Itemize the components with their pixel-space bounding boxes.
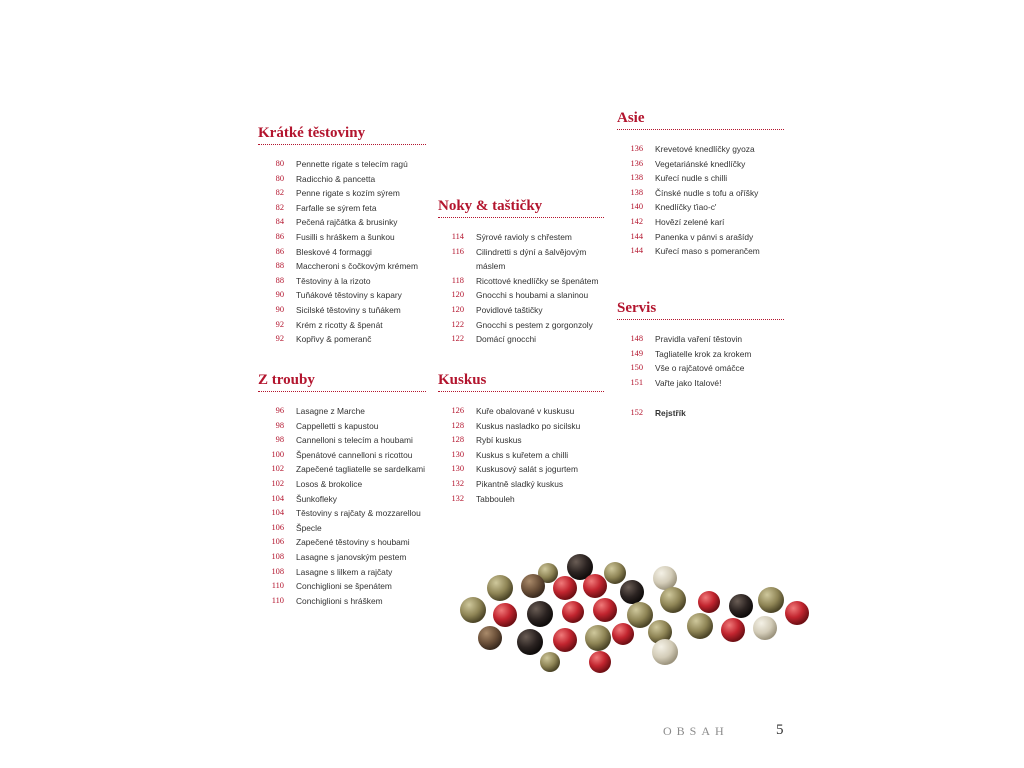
page-number: 90 xyxy=(275,304,284,314)
page-number: 144 xyxy=(630,231,643,241)
page-number: 122 xyxy=(451,334,464,344)
entry-list xyxy=(438,404,604,506)
page-number: 136 xyxy=(630,144,643,153)
toc-entry[interactable] xyxy=(258,157,426,172)
toc-entry[interactable] xyxy=(617,347,784,362)
page-number: 140 xyxy=(630,202,643,212)
entry-title: Cilindretti s dýní a šalvějovým máslem xyxy=(476,246,587,272)
page-number: 150 xyxy=(630,363,643,373)
toc-entry[interactable] xyxy=(258,215,426,230)
toc-entry[interactable] xyxy=(258,579,426,594)
page-number: 102 xyxy=(271,464,284,474)
entry-title: Šunkofleky xyxy=(296,493,337,504)
entry-list xyxy=(617,142,784,259)
page-number: 92 xyxy=(275,319,284,329)
entry-title: Hovězí zelené karí xyxy=(655,216,725,227)
page-number: 116 xyxy=(451,246,464,256)
page-number: 84 xyxy=(275,217,284,227)
entry-title: Lasagne z Marche xyxy=(296,406,365,416)
toc-entry[interactable] xyxy=(258,288,426,303)
section-z-trouby xyxy=(258,372,426,608)
page-number: 120 xyxy=(451,304,464,314)
toc-entry[interactable] xyxy=(258,448,426,463)
entry-list xyxy=(438,230,604,347)
page-number: 130 xyxy=(451,464,464,474)
footer-section-label: OBSAH xyxy=(663,724,729,738)
entry-title: Rejstřík xyxy=(655,408,686,418)
entry-title: Radicchio & pancetta xyxy=(296,173,376,184)
page-number: 106 xyxy=(271,522,284,532)
entry-title: Kuskus nasladko po sicilsku xyxy=(476,420,581,431)
toc-entry[interactable] xyxy=(438,332,604,347)
entry-title: Gnocchi s houbami a slaninou xyxy=(476,290,589,301)
toc-entry[interactable] xyxy=(617,332,784,347)
page-number: 104 xyxy=(271,493,284,503)
page-number: 108 xyxy=(271,551,284,561)
toc-entry[interactable] xyxy=(617,171,784,186)
entry-title: Losos & brokolice xyxy=(296,478,363,489)
toc-entry[interactable] xyxy=(258,332,426,347)
page-number: 120 xyxy=(451,290,464,300)
toc-entry[interactable] xyxy=(258,492,426,507)
toc-entry[interactable] xyxy=(438,462,604,477)
entry-title: Pennette rigate s telecím ragú xyxy=(296,159,408,169)
toc-entry[interactable] xyxy=(617,215,784,230)
entry-title: Krém z ricotty & špenát xyxy=(296,319,383,330)
entry-title: Kopřivy & pomeranč xyxy=(296,334,372,345)
entry-title: Kuskusový salát s jogurtem xyxy=(476,464,578,475)
toc-entry[interactable] xyxy=(258,477,426,492)
toc-entry[interactable] xyxy=(438,274,604,289)
entry-title: Kuskus s kuřetem a chilli xyxy=(476,449,569,460)
page-number: 126 xyxy=(451,406,464,415)
toc-entry[interactable] xyxy=(258,535,426,550)
entry-title: Ricottové knedlíčky se špenátem xyxy=(476,275,599,286)
section-asie xyxy=(617,110,784,259)
page-number: 149 xyxy=(630,348,643,358)
toc-entry[interactable] xyxy=(617,361,784,376)
entry-title: Farfalle se sýrem feta xyxy=(296,202,377,213)
index-entry xyxy=(617,406,784,421)
entry-title: Povidlové taštičky xyxy=(476,304,543,315)
toc-entry[interactable] xyxy=(258,318,426,333)
page-number: 138 xyxy=(630,187,643,197)
toc-entry[interactable] xyxy=(258,172,426,187)
toc-entry[interactable] xyxy=(438,433,604,448)
toc-entry[interactable] xyxy=(438,419,604,434)
toc-entry[interactable] xyxy=(617,230,784,245)
section-heading: Asie xyxy=(617,110,784,130)
section-heading: Krátké těstoviny xyxy=(258,125,426,145)
toc-entry[interactable] xyxy=(617,376,784,391)
entry-title: Těstoviny s rajčaty & mozzarellou xyxy=(296,508,421,519)
page-number: 148 xyxy=(630,334,643,343)
toc-entry[interactable] xyxy=(438,318,604,333)
page-number: 118 xyxy=(451,275,464,285)
entry-title: Pravidla vaření těstovin xyxy=(655,334,743,344)
entry-title: Pečená rajčátka & brusinky xyxy=(296,217,398,228)
section-heading: Servis xyxy=(617,300,784,320)
page-number: 104 xyxy=(271,508,284,518)
entry-title: Panenka v pánvi s arašídy xyxy=(655,231,754,242)
entry-title: Sýrové ravioly s chřestem xyxy=(476,232,572,242)
toc-entry[interactable] xyxy=(617,142,784,157)
toc-entry[interactable] xyxy=(617,406,784,421)
page-number: 100 xyxy=(271,449,284,459)
toc-entry[interactable] xyxy=(258,186,426,201)
entry-title: Těstoviny à la rizoto xyxy=(296,275,371,286)
page-number: 132 xyxy=(451,493,464,503)
entry-title: Tagliatelle krok za krokem xyxy=(655,348,752,359)
section-kratke-testoviny xyxy=(258,125,426,347)
entry-title: Čínské nudle s tofu a oříšky xyxy=(655,187,759,198)
page-number: 152 xyxy=(630,408,643,417)
entry-title: Kuřecí maso s pomerančem xyxy=(655,246,760,257)
page-number: 110 xyxy=(271,595,284,605)
entry-title: Cappelletti s kapustou xyxy=(296,420,379,431)
entry-title: Vařte jako Italové! xyxy=(655,377,722,388)
section-heading: Z trouby xyxy=(258,372,426,392)
page-number: 86 xyxy=(275,231,284,241)
page-number: 98 xyxy=(275,435,284,445)
entry-title: Vše o rajčatové omáčce xyxy=(655,363,745,374)
entry-title: Krevetové knedlíčky gyoza xyxy=(655,144,755,154)
page-number: 106 xyxy=(271,537,284,547)
toc-entry[interactable] xyxy=(438,303,604,318)
section-heading: Noky & taštičky xyxy=(438,198,604,218)
toc-entry[interactable] xyxy=(258,201,426,216)
toc-entry[interactable] xyxy=(258,274,426,289)
page-number: 114 xyxy=(451,232,464,241)
footer-page-number: 5 xyxy=(776,722,784,738)
entry-title: Fusilli s hráškem a šunkou xyxy=(296,231,395,242)
entry-title: Conchiglioni s hráškem xyxy=(296,595,383,606)
entry-title: Gnocchi s pestem z gorgonzoly xyxy=(476,319,593,330)
page-number: 102 xyxy=(271,478,284,488)
toc-entry[interactable] xyxy=(258,303,426,318)
entry-title: Zapečené těstoviny s houbami xyxy=(296,537,410,548)
toc-entry[interactable] xyxy=(258,419,426,434)
page-number: 138 xyxy=(630,173,643,183)
entry-title: Kuře obalované v kuskusu xyxy=(476,406,575,416)
toc-entry[interactable] xyxy=(438,492,604,507)
toc-entry[interactable] xyxy=(438,288,604,303)
page-number: 136 xyxy=(630,158,643,168)
page-number: 90 xyxy=(275,290,284,300)
toc-entry[interactable] xyxy=(438,404,604,419)
page-number: 98 xyxy=(275,420,284,430)
page-number: 132 xyxy=(451,478,464,488)
page-number: 88 xyxy=(275,261,284,271)
toc-entry[interactable] xyxy=(438,245,604,274)
toc-entry[interactable] xyxy=(617,186,784,201)
entry-title: Zapečené tagliatelle se sardelkami xyxy=(296,464,425,475)
entry-title: Pikantně sladký kuskus xyxy=(476,478,564,489)
entry-title: Rybí kuskus xyxy=(476,435,522,446)
entry-title: Bleskové 4 formaggi xyxy=(296,246,372,257)
entry-title: Kuřecí nudle s chilli xyxy=(655,173,728,184)
page-number: 130 xyxy=(451,449,464,459)
toc-entry[interactable] xyxy=(258,594,426,609)
entry-title: Špenátové cannelloni s ricottou xyxy=(296,449,413,460)
entry-title: Knedlíčky ťiao-c' xyxy=(655,202,717,213)
toc-entry[interactable] xyxy=(438,448,604,463)
entry-title: Tabbouleh xyxy=(476,493,515,504)
toc-entry[interactable] xyxy=(258,259,426,274)
entry-title: Cannelloni s telecím a houbami xyxy=(296,435,413,446)
toc-entry[interactable] xyxy=(258,230,426,245)
page-number: 92 xyxy=(275,334,284,344)
entry-title: Conchiglioni se špenátem xyxy=(296,581,392,592)
entry-title: Penne rigate s kozím sýrem xyxy=(296,188,400,199)
toc-entry[interactable] xyxy=(258,565,426,580)
page-number: 151 xyxy=(630,377,643,387)
toc-entry[interactable] xyxy=(617,157,784,172)
section-servis xyxy=(617,300,784,390)
page-number: 110 xyxy=(271,581,284,591)
entry-title: Tuňákové těstoviny s kapary xyxy=(296,290,402,301)
toc-entry[interactable] xyxy=(617,244,784,259)
entry-title: Sicilské těstoviny s tuňákem xyxy=(296,304,401,315)
page-number: 86 xyxy=(275,246,284,256)
peppercorns-photo xyxy=(455,540,815,680)
entry-title: Maccheroni s čočkovým krémem xyxy=(296,261,418,272)
page-number: 82 xyxy=(275,188,284,198)
section-noky-tasticky xyxy=(438,198,604,347)
entry-title: Lasagne s janovským pestem xyxy=(296,551,407,562)
page-number: 128 xyxy=(451,420,464,430)
page-number: 108 xyxy=(271,566,284,576)
page-number: 144 xyxy=(630,246,643,256)
toc-entry[interactable] xyxy=(258,404,426,419)
toc-entry[interactable] xyxy=(258,521,426,536)
page-number: 142 xyxy=(630,216,643,226)
toc-entry[interactable] xyxy=(258,462,426,477)
toc-entry[interactable] xyxy=(258,550,426,565)
page-number: 88 xyxy=(275,275,284,285)
toc-entry[interactable] xyxy=(438,230,604,245)
toc-entry[interactable] xyxy=(258,245,426,260)
entry-title: Vegetariánské knedlíčky xyxy=(655,158,746,169)
entry-title: Lasagne s lilkem a rajčaty xyxy=(296,566,393,577)
page-number: 82 xyxy=(275,202,284,212)
entry-list xyxy=(258,157,426,347)
page-number: 96 xyxy=(275,406,284,415)
toc-entry[interactable] xyxy=(617,200,784,215)
page-number: 80 xyxy=(275,173,284,183)
entry-title: Domácí gnocchi xyxy=(476,334,537,345)
toc-entry[interactable] xyxy=(438,477,604,492)
toc-entry[interactable] xyxy=(258,433,426,448)
toc-entry[interactable] xyxy=(258,506,426,521)
page-number: 80 xyxy=(275,159,284,168)
entry-list xyxy=(258,404,426,608)
entry-list xyxy=(617,332,784,390)
entry-title: Špecle xyxy=(296,522,322,533)
section-kuskus xyxy=(438,372,604,506)
section-heading: Kuskus xyxy=(438,372,604,392)
page-number: 128 xyxy=(451,435,464,445)
page-number: 122 xyxy=(451,319,464,329)
